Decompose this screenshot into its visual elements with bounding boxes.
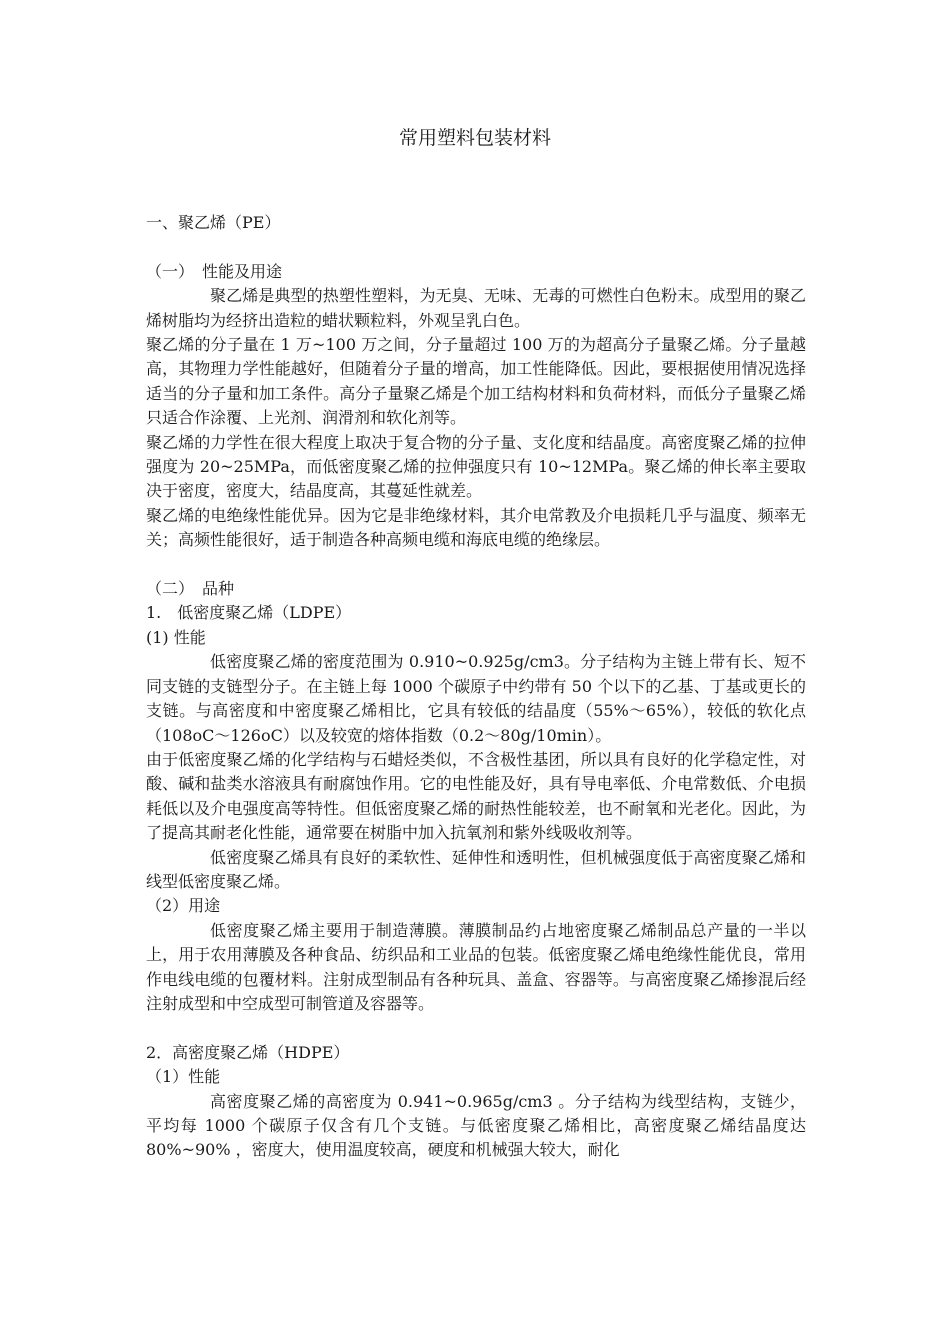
paragraph: 由于低密度聚乙烯的化学结构与石蜡烃类似，不含极性基团，所以具有良好的化学稳定性，对酸、碱和盐类水溶液具有耐腐蚀作用。它的电性能及好，具有导电率低、介电常数低、介电损耗低以及介电强度高等特性。但低密度聚乙烯的耐热性能较差，也不耐氧和光老化。因此，为了提高其耐老化性能，通常要在树脂中加入抗氧剂和紫外线吸收剂等。 [146, 749, 806, 843]
document-body [146, 211, 806, 1163]
paragraph: 高密度聚乙烯的高密度为 0.941~0.965g/cm3 。分子结构为线型结构，支链少，平均每 1000 个碳原子仅含有几个支链。与低密度聚乙烯相比，高密度聚乙烯结晶度达 80%~90% ，密度大，使用温度较高，硬度和机械强大较大，耐化 [146, 1091, 806, 1160]
section-heading-pe: 一、聚乙烯（PE） [146, 213, 281, 232]
paragraph: 聚乙烯的力学性在很大程度上取决于复合物的分子量、支化度和结晶度。高密度聚乙烯的拉伸强度为 20~25MPa，而低密度聚乙烯的拉伸强度只有 10~12MPa。聚乙烯的伸长率主要取决于密度，密度大，结晶度高，其蔓延性就差。 [146, 432, 806, 501]
paragraph: 低密度聚乙烯具有良好的柔软性、延伸性和透明性，但机械强度低于高密度聚乙烯和线型低密度聚乙烯。 [146, 847, 806, 891]
item-heading-hdpe: 2．高密度聚乙烯（HDPE） [146, 1042, 350, 1062]
spacer [146, 553, 806, 577]
item-subheading-usage: （2）用途 [146, 896, 221, 916]
paragraph: 低密度聚乙烯主要用于制造薄膜。薄膜制品约占地密度聚乙烯制品总产量的一半以上，用于农用薄膜及各种食品、纺织品和工业品的包装。低密度聚乙烯电绝缘性能优良，常用作电线电缆的包覆材料。注射成型制品有各种玩具、盖盒、容器等。与高密度聚乙烯掺混后经注射成型和中空成型可制管道及容器等。 [146, 920, 806, 1013]
item-subheading-performance: （1）性能 [146, 1067, 221, 1087]
spacer [146, 1016, 806, 1040]
item-heading-ldpe: 1. 低密度聚乙烯（LDPE） [146, 603, 352, 623]
document-title: 常用塑料包装材料 [398, 127, 551, 149]
paragraph: 聚乙烯的电绝缘性能优异。因为它是非绝缘材料，其介电常教及介电损耗几乎与温度、频率无关；高频性能很好，适于制造各种高频电缆和海底电缆的绝缘层。 [146, 505, 806, 550]
subsection-heading-varieties: （二） 品种 [146, 579, 235, 599]
paragraph: 聚乙烯的分子量在 1 万~100 万之间，分子量超过 100 万的为超高分子量聚乙烯。分子量越高，其物理力学性能越好，但随着分子量的增高，加工性能降低。因此，要根据使用情况选择适当的分子量和加工条件。高分子量聚乙烯是个加工结构材料和负荷材料，而低分子量聚乙烯只适合作涂覆、上光剂、润滑剂和软化剂等。 [146, 335, 806, 428]
subsection-heading-properties: （一） 性能及用途 [146, 261, 283, 281]
spacer [146, 235, 806, 259]
item-subheading-performance: (1) 性能 [146, 627, 206, 647]
paragraph: 低密度聚乙烯的密度范围为 0.910~0.925g/cm3。分子结构为主链上带有长、短不同支链的支链型分子。在主链上每 1000 个碳原子中约带有 50 个以下的乙基、丁基或更长的支链。与高密度和中密度聚乙烯相比，它具有较低的结晶度（55%～65%），较低的软化点（108oC～126oC）以及较宽的熔体指数（0.2～80g/10min）。 [146, 652, 806, 745]
paragraph: 聚乙烯是典型的热塑性塑料，为无臭、无味、无毒的可燃性白色粉末。成型用的聚乙烯树脂均为经挤出造粒的蜡状颗粒料，外观呈乳白色。 [146, 286, 806, 330]
